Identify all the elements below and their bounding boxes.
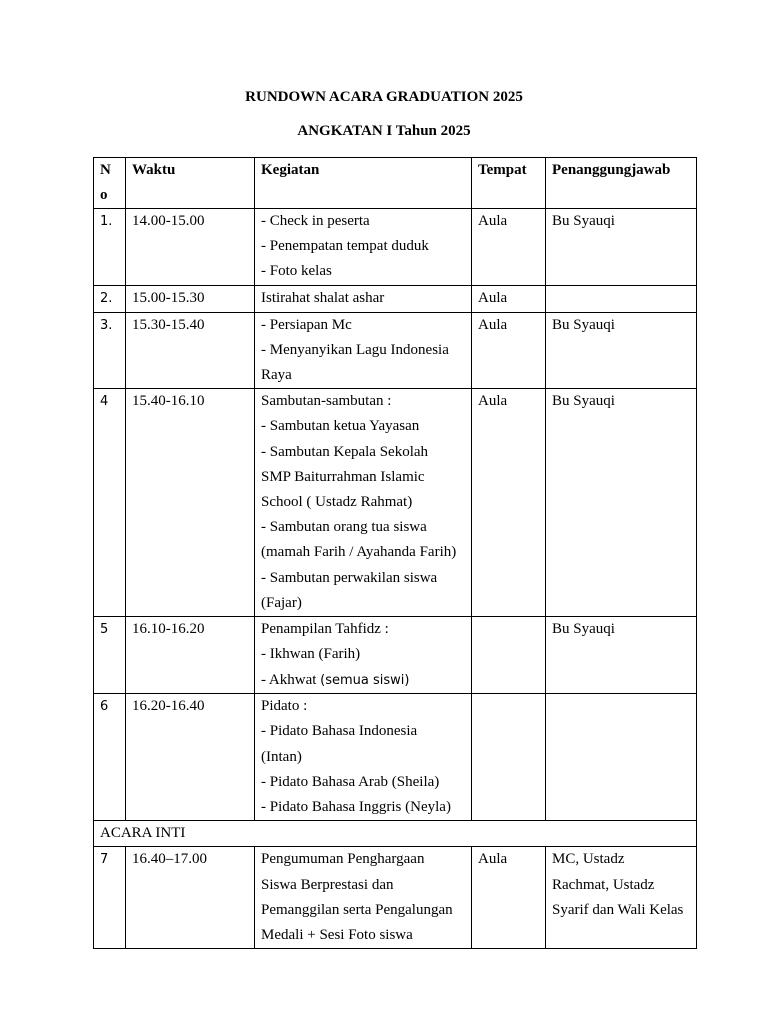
cell-line-tail: (semua siswi)	[320, 672, 410, 688]
rundown-table	[93, 157, 697, 949]
cell-tempat: Aula	[472, 285, 546, 312]
cell-line: - Foto kelas	[261, 263, 332, 280]
cell-line: - Pidato Bahasa Indonesia	[261, 723, 418, 740]
cell-line: SMP Baiturrahman Islamic	[261, 468, 425, 485]
header-waktu: Waktu	[126, 158, 255, 209]
cell-penanggungjawab: Bu Syauqi	[546, 312, 697, 389]
cell-line: Penampilan Tahfidz :	[261, 621, 389, 638]
cell-penanggungjawab	[546, 694, 697, 821]
cell-line: Pemanggilan serta Pengalungan	[261, 901, 453, 918]
cell-penanggungjawab	[546, 847, 697, 949]
cell-waktu: 14.00-15.00	[126, 209, 255, 286]
cell-line: - Akhwat (semua siswi)	[261, 671, 410, 688]
table-row	[94, 617, 697, 694]
cell-line: (mamah Farih / Ayahanda Farih)	[261, 544, 457, 561]
cell-kegiatan	[255, 285, 472, 312]
cell-kegiatan	[255, 694, 472, 821]
cell-line: - Menyanyikan Lagu Indonesia	[261, 341, 449, 358]
cell-no: 2.	[94, 285, 126, 312]
cell-penanggungjawab: Bu Syauqi	[546, 209, 697, 286]
cell-line: Sambutan-sambutan :	[261, 393, 392, 410]
cell-tempat	[472, 694, 546, 821]
cell-line: MC, Ustadz	[552, 851, 625, 868]
cell-tempat: Aula	[472, 847, 546, 949]
cell-kegiatan	[255, 312, 472, 389]
table-row	[94, 694, 697, 821]
cell-kegiatan	[255, 847, 472, 949]
section-row	[94, 821, 697, 847]
cell-no: 3.	[94, 312, 126, 389]
cell-waktu: 15.00-15.30	[126, 285, 255, 312]
cell-no: 5	[94, 617, 126, 694]
cell-line: - Check in peserta	[261, 213, 370, 229]
section-label: ACARA INTI	[94, 821, 697, 847]
cell-tempat: Aula	[472, 209, 546, 286]
document-title: RUNDOWN ACARA GRADUATION 2025	[245, 89, 523, 105]
cell-line: - Sambutan Kepala Sekolah	[261, 443, 429, 460]
cell-line: (Intan)	[261, 748, 302, 765]
cell-line: Rachmat, Ustadz	[552, 876, 655, 893]
cell-line: - Sambutan orang tua siswa	[261, 519, 427, 536]
cell-line: Pengumuman Penghargaan	[261, 851, 425, 868]
cell-line: - Penempatan tempat duduk	[261, 238, 429, 255]
cell-line: Medali + Sesi Foto siswa	[261, 927, 413, 944]
cell-line: - Pidato Bahasa Inggris (Neyla)	[261, 799, 451, 816]
cell-penanggungjawab	[546, 285, 697, 312]
header-no: N o	[94, 158, 126, 209]
cell-line: - Sambutan ketua Yayasan	[261, 418, 420, 435]
table-header-row	[94, 158, 697, 209]
table-row	[94, 285, 697, 312]
cell-kegiatan	[255, 389, 472, 617]
cell-line: Raya	[261, 367, 292, 384]
cell-line: Istirahat shalat ashar	[261, 289, 385, 306]
cell-waktu: 16.10-16.20	[126, 617, 255, 694]
header-tempat: Tempat	[472, 158, 546, 209]
header-penanggungjawab: Penanggungjawab	[546, 158, 697, 209]
cell-line: - Sambutan perwakilan siswa	[261, 569, 438, 586]
cell-tempat	[472, 617, 546, 694]
table-row	[94, 389, 697, 617]
cell-line: Pidato :	[261, 698, 308, 715]
cell-line: Syarif dan Wali Kelas	[552, 901, 684, 918]
cell-line: - Pidato Bahasa Arab (Sheila)	[261, 773, 440, 790]
cell-line: (Fajar)	[261, 594, 302, 611]
cell-waktu: 15.30-15.40	[126, 312, 255, 389]
cell-line: - Ikhwan (Farih)	[261, 646, 361, 663]
cell-tempat: Aula	[472, 312, 546, 389]
cell-line: - Persiapan Mc	[261, 316, 352, 333]
cell-waktu: 16.20-16.40	[126, 694, 255, 821]
table-row	[94, 312, 697, 389]
cell-line: School ( Ustadz Rahmat)	[261, 494, 413, 511]
cell-penanggungjawab: Bu Syauqi	[546, 617, 697, 694]
cell-kegiatan	[255, 617, 472, 694]
table-row	[94, 847, 697, 949]
cell-no: 6	[94, 694, 126, 821]
cell-tempat: Aula	[472, 389, 546, 617]
header-kegiatan: Kegiatan	[255, 158, 472, 209]
cell-line: Siswa Berprestasi dan	[261, 876, 394, 893]
cell-kegiatan	[255, 209, 472, 286]
cell-no: 4	[94, 389, 126, 617]
cell-no: 7	[94, 847, 126, 949]
cell-waktu: 15.40-16.10	[126, 389, 255, 617]
table-row	[94, 209, 697, 286]
cell-penanggungjawab: Bu Syauqi	[546, 389, 697, 617]
cell-waktu: 16.40–17.00	[126, 847, 255, 949]
document-subtitle: ANGKATAN I Tahun 2025	[297, 123, 471, 139]
cell-no: 1.	[94, 209, 126, 286]
